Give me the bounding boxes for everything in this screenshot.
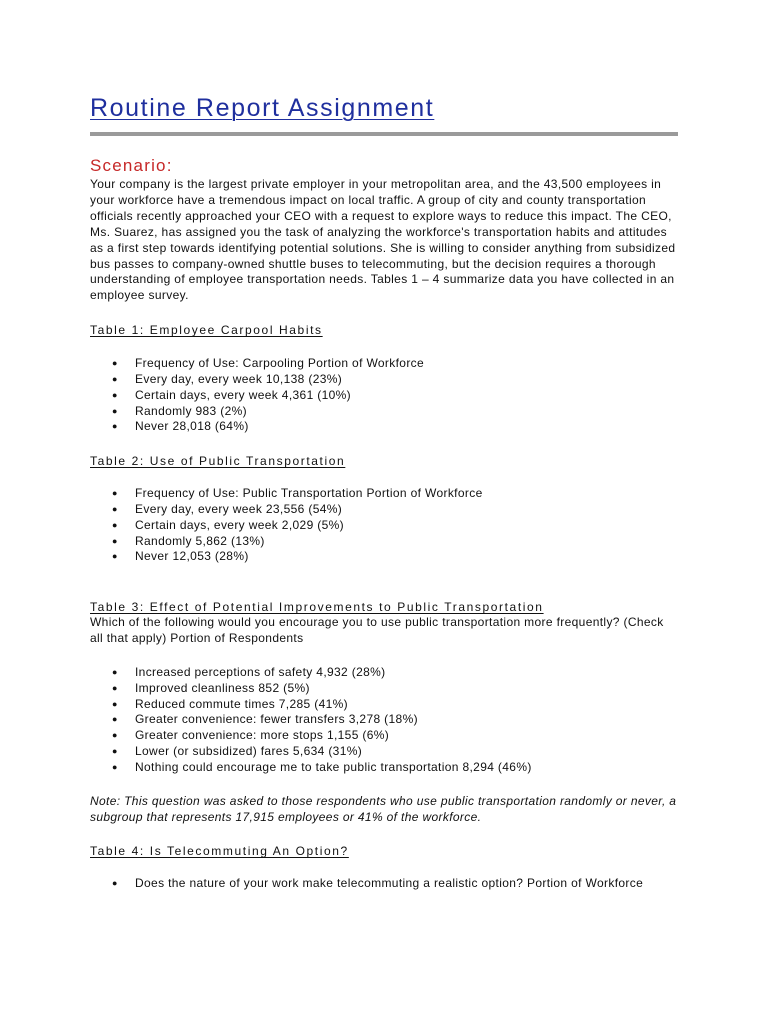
bullet-icon: ●	[112, 714, 118, 725]
table3-question: Which of the following would you encourage you to use public transportation more frequently? (Check all that apply) Portion of Respondents	[90, 615, 664, 646]
list-item: ● Greater convenience: more stops 1,155 (6%)	[112, 728, 390, 743]
list-item: ● Does the nature of your work make telecommuting a realistic option? Portion of Workforce	[112, 876, 644, 891]
bullet-icon: ●	[112, 535, 118, 546]
bullet-icon: ●	[112, 374, 118, 385]
document-title: Routine Report Assignment	[90, 94, 435, 122]
list-item: ● Reduced commute times 7,285 (41%)	[112, 696, 348, 711]
table4-list	[90, 876, 680, 892]
scenario-paragraph: Your company is the largest private employer in your metropolitan area, and the 43,500 employees in your workforce have a tremendous impact on local traffic. A group of city and county transportation officials recently approached your CEO with a request to explore ways to reduce this impact. The CEO, Ms. Suarez, has assigned you the task of analyzing the workforce's transportation habits and attitudes as a first step towards identifying potential solutions. She is willing to consider anything from subsidized bus passes to company-owned shuttle buses to telecommuting, but the decision requires a thorough understanding of employee transportation needs. Tables 1 – 4 summarize data you have collected in an employee survey.	[90, 177, 676, 303]
list-item: ● Never 28,018 (64%)	[112, 419, 249, 434]
list-item: ● Never 12,053 (28%)	[112, 549, 249, 564]
table3-list	[90, 665, 680, 776]
bullet-icon: ●	[112, 746, 118, 757]
list-item: ● Lower (or subsidized) fares 5,634 (31%)	[112, 744, 363, 759]
bullet-icon: ●	[112, 667, 118, 678]
title-divider	[90, 132, 678, 136]
bullet-icon: ●	[112, 682, 118, 693]
list-item: ● Every day, every week 10,138 (23%)	[112, 372, 343, 387]
table1-title: Table 1: Employee Carpool Habits	[90, 323, 323, 338]
list-item: ● Randomly 5,862 (13%)	[112, 533, 265, 548]
list-item: ● Certain days, every week 4,361 (10%)	[112, 387, 352, 402]
bullet-icon: ●	[112, 730, 118, 741]
bullet-icon: ●	[112, 488, 118, 499]
table1-list	[90, 356, 680, 435]
bullet-icon: ●	[112, 504, 118, 515]
bullet-icon: ●	[112, 389, 118, 400]
scenario-heading: Scenario:	[90, 156, 173, 175]
table3-title: Table 3: Effect of Potential Improvements to Public Transportation	[90, 600, 544, 615]
bullet-icon: ●	[112, 761, 118, 772]
bullet-icon: ●	[112, 551, 118, 562]
bullet-icon: ●	[112, 358, 118, 369]
list-item: ● Certain days, every week 2,029 (5%)	[112, 517, 345, 532]
bullet-icon: ●	[112, 519, 118, 530]
bullet-icon: ●	[112, 405, 118, 416]
list-item: ● Frequency of Use: Public Transportation Portion of Workforce	[112, 486, 483, 501]
table2-title: Table 2: Use of Public Transportation	[90, 454, 346, 469]
bullet-icon: ●	[112, 421, 118, 432]
list-item: ● Greater convenience: fewer transfers 3,278 (18%)	[112, 712, 418, 727]
table3-note: Note: This question was asked to those respondents who use public transportation randomly or never, a subgroup that represents 17,915 employees or 41% of the workforce.	[90, 793, 677, 824]
list-item: ● Randomly 983 (2%)	[112, 403, 247, 418]
list-item: ● Improved cleanliness 852 (5%)	[112, 680, 310, 695]
list-item: ● Frequency of Use: Carpooling Portion of Workforce	[112, 356, 425, 371]
document-page	[90, 88, 680, 892]
bullet-icon: ●	[112, 878, 118, 889]
table2-list	[90, 486, 680, 565]
list-item: ● Increased perceptions of safety 4,932 (28%)	[112, 665, 386, 680]
list-item: ● Nothing could encourage me to take public transportation 8,294 (46%)	[112, 759, 532, 774]
bullet-icon: ●	[112, 698, 118, 709]
list-item: ● Every day, every week 23,556 (54%)	[112, 502, 343, 517]
table4-title: Table 4: Is Telecommuting An Option?	[90, 844, 349, 859]
